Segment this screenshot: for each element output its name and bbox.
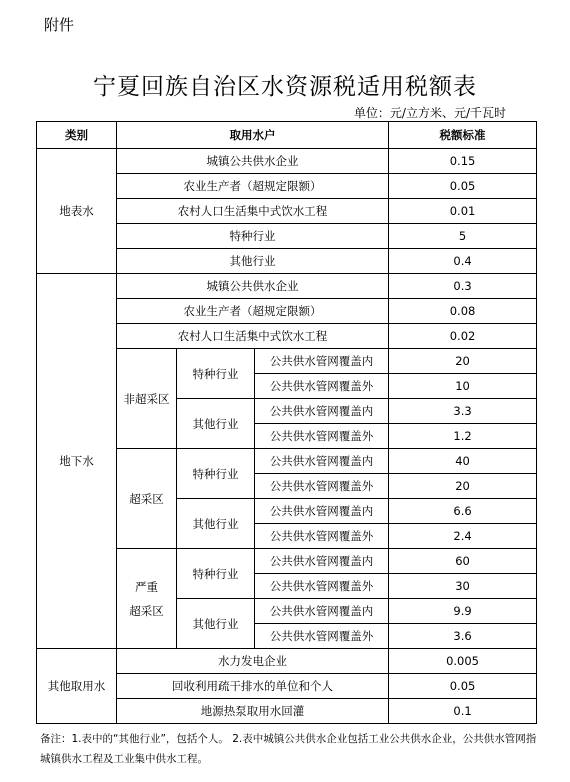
table-header-row: [37, 122, 537, 149]
unit-label: 单位：元/立方米、元/千瓦时: [353, 106, 506, 120]
rate-cell: 1.2: [389, 424, 537, 449]
coverage-cell: 公共供水管网覆盖外: [255, 374, 389, 399]
user-cell: 农业生产者（超规定限额）: [117, 299, 389, 324]
coverage-cell: 公共供水管网覆盖外: [255, 474, 389, 499]
table-row: [37, 274, 537, 299]
header-user: 取用水户: [117, 122, 389, 149]
rate-cell: 20: [389, 474, 537, 499]
attachment-label: 附件: [44, 16, 75, 34]
rate-cell: 30: [389, 574, 537, 599]
table-row: [37, 649, 537, 674]
header-rate: 税额标准: [389, 122, 537, 149]
rate-cell: 6.6: [389, 499, 537, 524]
zone-cell: [117, 349, 177, 449]
rate-cell: 0.005: [389, 649, 537, 674]
document-title: 宁夏回族自治区水资源税适用税额表: [93, 74, 477, 100]
coverage-cell: 公共供水管网覆盖内: [255, 599, 389, 624]
zone-name-line2: 超采区: [129, 603, 164, 618]
zone-name: 超采区: [129, 491, 164, 506]
coverage-cell: 公共供水管网覆盖内: [255, 349, 389, 374]
coverage-cell: 公共供水管网覆盖内: [255, 499, 389, 524]
user-cell: 特种行业: [117, 224, 389, 249]
rate-cell: 0.4: [389, 249, 537, 274]
rate-cell: 0.05: [389, 674, 537, 699]
user-cell: 回收利用疏干排水的单位和个人: [117, 674, 389, 699]
zone-name: 非超采区: [123, 391, 170, 406]
rate-cell: 9.9: [389, 599, 537, 624]
rate-cell: 0.3: [389, 274, 537, 299]
rate-cell: 3.3: [389, 399, 537, 424]
category-other: 其他取用水: [37, 649, 117, 724]
category-surface: 地表水: [37, 149, 117, 274]
rate-cell: 0.1: [389, 699, 537, 724]
coverage-cell: 公共供水管网覆盖内: [255, 399, 389, 424]
rate-cell: 0.05: [389, 174, 537, 199]
table-row: [37, 149, 537, 174]
category-ground: 地下水: [37, 274, 117, 649]
footnote: 备注：1.表中的“其他行业”，包括个人。 2.表中城镇公共供水企业包括工业公共供水企业，公共供水管网指城镇供水工程及工业集中供水工程。: [40, 733, 537, 765]
rate-cell: 0.15: [389, 149, 537, 174]
user-cell: 农村人口生活集中式饮水工程: [117, 324, 389, 349]
industry-cell: 特种行业: [177, 449, 255, 499]
rate-cell: 2.4: [389, 524, 537, 549]
rate-cell: 3.6: [389, 624, 537, 649]
user-cell: 地源热泵取用水回灌: [117, 699, 389, 724]
rate-cell: 0.01: [389, 199, 537, 224]
rate-cell: 60: [389, 549, 537, 574]
zone-name: 严重: [135, 579, 158, 594]
rate-cell: 0.02: [389, 324, 537, 349]
coverage-cell: 公共供水管网覆盖外: [255, 574, 389, 599]
zone-cell: [117, 449, 177, 549]
coverage-cell: 公共供水管网覆盖外: [255, 524, 389, 549]
rate-cell: 5: [389, 224, 537, 249]
rate-cell: 20: [389, 349, 537, 374]
zone-cell: [117, 549, 177, 649]
coverage-cell: 公共供水管网覆盖内: [255, 549, 389, 574]
industry-cell: 其他行业: [177, 499, 255, 549]
coverage-cell: 公共供水管网覆盖内: [255, 449, 389, 474]
user-cell: 农村人口生活集中式饮水工程: [117, 199, 389, 224]
user-cell: 城镇公共供水企业: [117, 274, 389, 299]
rate-cell: 10: [389, 374, 537, 399]
industry-cell: 特种行业: [177, 349, 255, 399]
rate-cell: 0.08: [389, 299, 537, 324]
user-cell: 水力发电企业: [117, 649, 389, 674]
header-category: 类别: [37, 122, 117, 149]
industry-cell: 其他行业: [177, 399, 255, 449]
coverage-cell: 公共供水管网覆盖外: [255, 624, 389, 649]
coverage-cell: 公共供水管网覆盖外: [255, 424, 389, 449]
user-cell: 城镇公共供水企业: [117, 149, 389, 174]
industry-cell: 其他行业: [177, 599, 255, 649]
user-cell: 其他行业: [117, 249, 389, 274]
user-cell: 农业生产者（超规定限额）: [117, 174, 389, 199]
industry-cell: 特种行业: [177, 549, 255, 599]
tax-rate-table: [36, 121, 537, 724]
rate-cell: 40: [389, 449, 537, 474]
